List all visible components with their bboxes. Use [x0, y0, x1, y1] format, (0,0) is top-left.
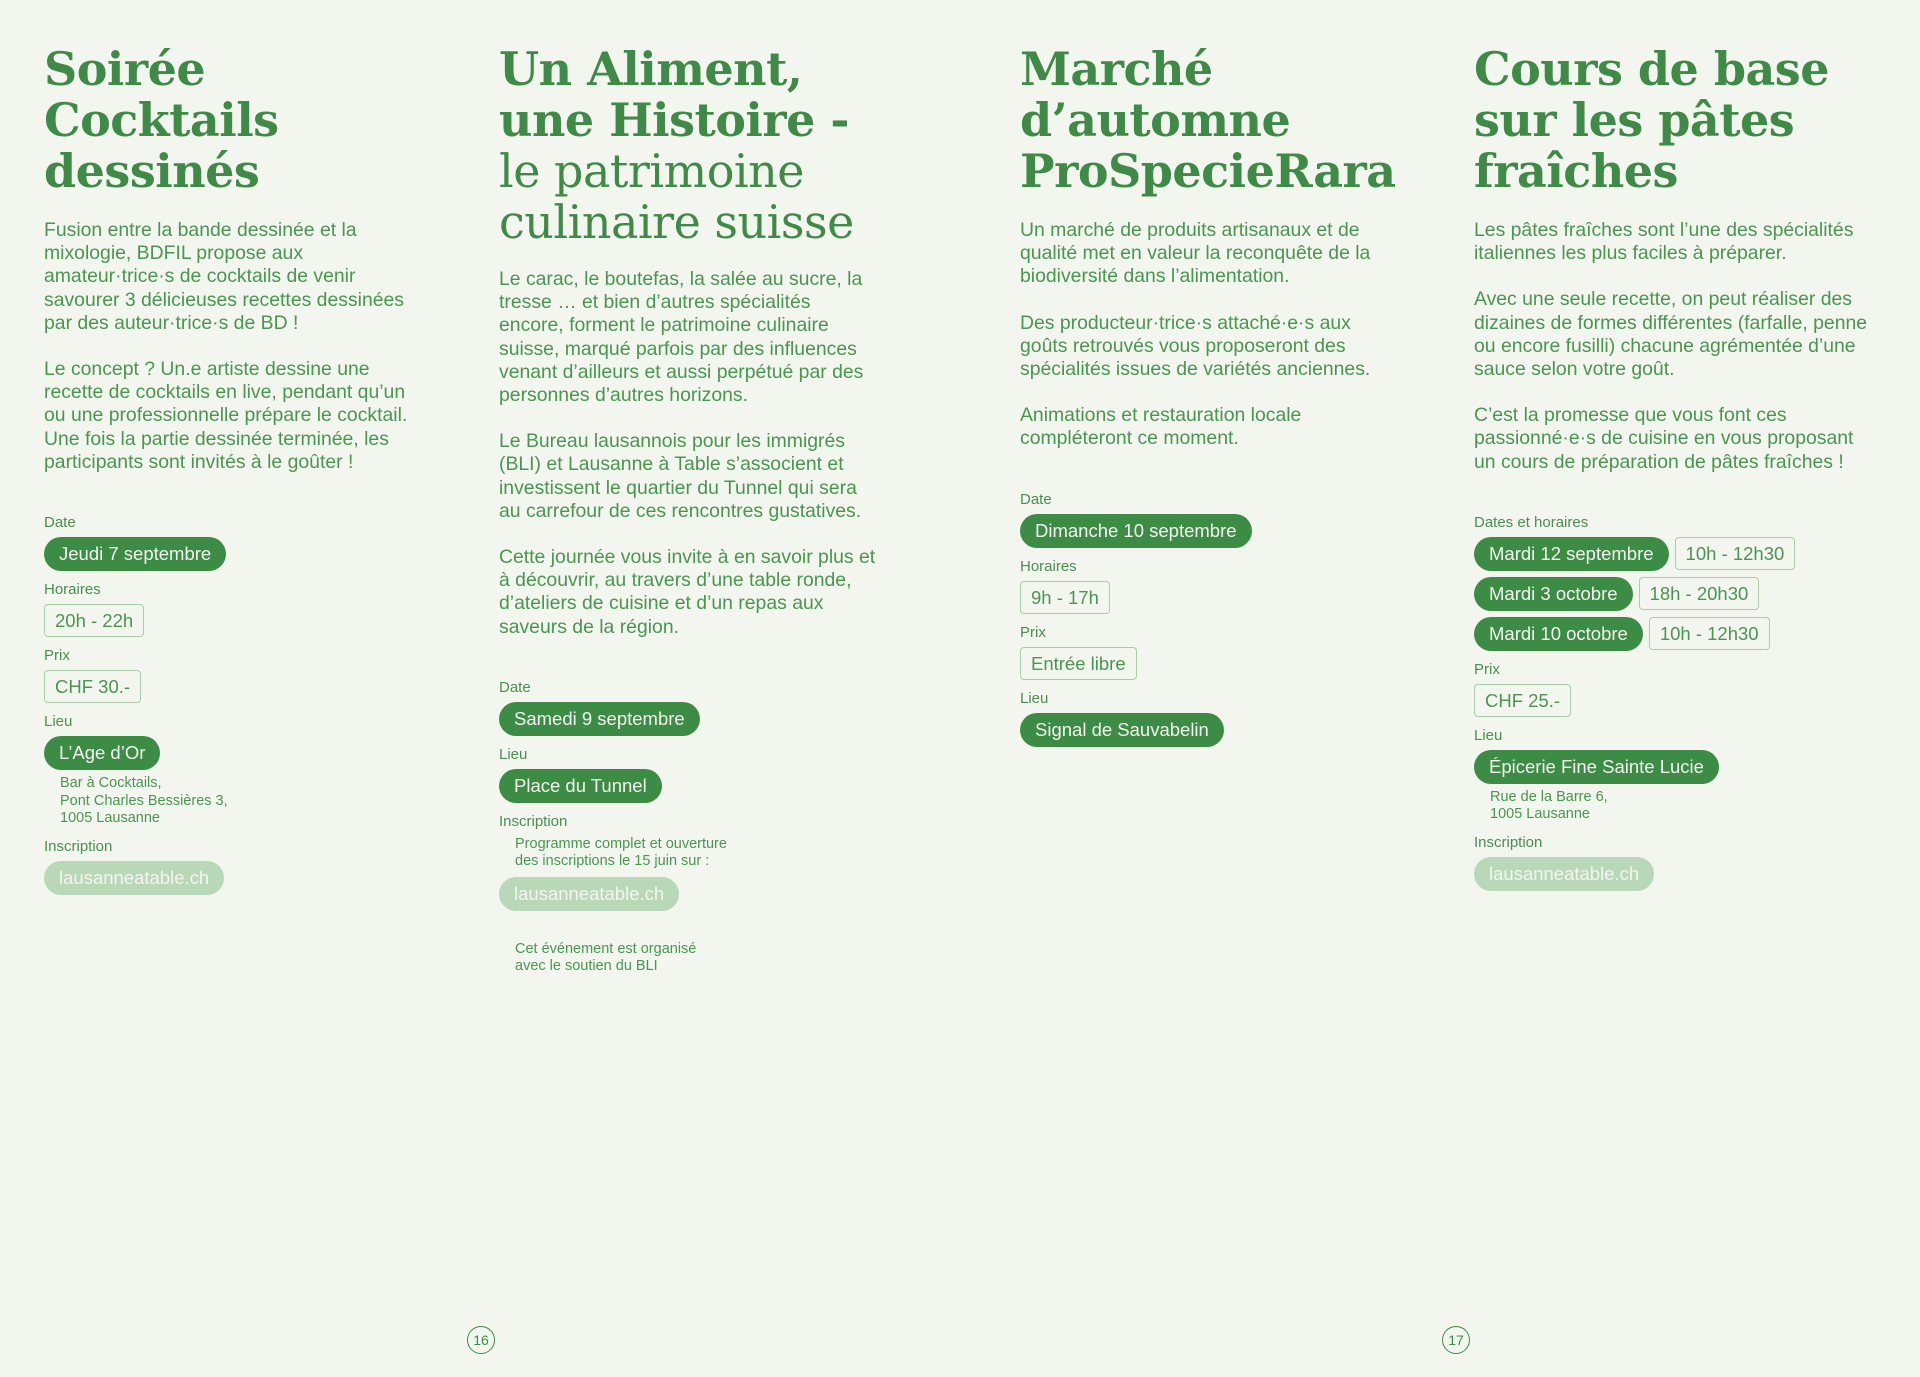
place-badge: Épicerie Fine Sainte Lucie	[1474, 750, 1719, 784]
price-label: Prix	[44, 647, 70, 665]
event-description: Des producteur·trice·s attaché·e·s aux goûts retrouvés vous proposeront des spécialités issues de variétés anciennes.	[1020, 311, 1371, 381]
event-soiree-cocktails	[44, 44, 424, 895]
session-row	[1474, 577, 1874, 611]
signup-note: Programme complet et ouverture des inscriptions le 15 juin sur :	[515, 835, 727, 870]
session-date-badge: Mardi 3 octobre	[1474, 577, 1633, 611]
place-label: Lieu	[1474, 726, 1503, 744]
page-number-left: 16	[467, 1326, 495, 1354]
date-label: Date	[44, 514, 76, 532]
place-badge: Signal de Sauvabelin	[1020, 713, 1224, 747]
event-description: C’est la promesse que vous font ces passionné·e·s de cuisine en vous proposant un cours de préparation de pâtes fraîches !	[1474, 404, 1854, 473]
date-badge: Dimanche 10 septembre	[1020, 514, 1252, 548]
session-date-badge: Mardi 12 septembre	[1474, 537, 1669, 571]
price-label: Prix	[1474, 660, 1500, 678]
event-description: Cette journée vous invite à en savoir plus et à découvrir, au travers d’une table ronde, d’ateliers de cuisine et d’un repas aux saveurs de la région.	[499, 546, 876, 638]
hours-label: Horaires	[44, 581, 101, 599]
session-time: 18h - 20h30	[1639, 577, 1760, 610]
signup-link[interactable]: lausanneatable.ch	[499, 877, 679, 911]
event-description: Le Bureau lausannois pour les immigrés (BLI) et Lausanne à Table s’associent et investissent le quartier du Tunnel qui sera au carrefour de ces rencontres gustatives.	[499, 430, 862, 522]
place-address: Rue de la Barre 6, 1005 Lausanne	[1490, 788, 1608, 823]
place-address: Bar à Cocktails, Pont Charles Bessières 3, 1005 Lausanne	[60, 775, 228, 827]
event-cours-pates	[1474, 44, 1874, 891]
session-row	[1474, 617, 1874, 651]
signup-label: Inscription	[44, 837, 113, 855]
date-badge: Samedi 9 septembre	[499, 702, 700, 736]
event-title: Marché d’automne ProSpecieRara	[1020, 42, 1396, 198]
price-value: CHF 25.-	[1474, 684, 1571, 717]
hours-value: 20h - 22h	[44, 604, 144, 637]
signup-link[interactable]: lausanneatable.ch	[44, 861, 224, 895]
event-aliment-histoire	[499, 44, 879, 982]
date-badge: Jeudi 7 septembre	[44, 537, 226, 571]
event-marche-automne	[1020, 44, 1400, 747]
signup-label: Inscription	[1474, 833, 1543, 851]
session-time: 10h - 12h30	[1649, 617, 1770, 650]
page-number-right: 17	[1442, 1326, 1470, 1354]
event-title: Cours de base sur les pâtes fraîches	[1474, 42, 1829, 198]
session-time: 10h - 12h30	[1675, 537, 1796, 570]
dates-label: Dates et horaires	[1474, 513, 1589, 531]
sponsor-note: Cet événement est organisé avec le soutien du BLI	[515, 940, 697, 975]
event-description: Fusion entre la bande dessinée et la mixologie, BDFIL propose aux amateur·trice·s de cocktails de venir savourer 3 délicieuses recettes dessinées par des auteur·trice·s de BD !	[44, 219, 404, 334]
signup-label: Inscription	[499, 812, 568, 830]
session-date-badge: Mardi 10 octobre	[1474, 617, 1643, 651]
price-value: CHF 30.-	[44, 670, 141, 703]
place-label: Lieu	[499, 745, 528, 763]
place-label: Lieu	[1020, 689, 1049, 707]
event-title: Soirée Cocktails dessinés	[44, 42, 279, 198]
hours-label: Horaires	[1020, 557, 1077, 575]
event-title: Un Aliment, une Histoire - le patrimoine culinaire suisse	[499, 42, 854, 249]
price-value: Entrée libre	[1020, 647, 1137, 680]
hours-value: 9h - 17h	[1020, 581, 1110, 614]
price-label: Prix	[1020, 623, 1046, 641]
signup-link[interactable]: lausanneatable.ch	[1474, 857, 1654, 891]
event-description: Animations et restauration locale compléteront ce moment.	[1020, 404, 1302, 450]
session-row	[1474, 537, 1874, 571]
place-label: Lieu	[44, 713, 73, 731]
place-badge: Place du Tunnel	[499, 769, 662, 803]
place-badge: L’Age d’Or	[44, 736, 160, 770]
event-description: Le carac, le boutefas, la salée au sucre, la tresse … et bien d’autres spécialités encore, forment le patrimoine culinaire suisse, marqué parfois par des influences venant d’ailleurs et aussi perpétué par des personnes d’autres horizons.	[499, 268, 864, 407]
event-description: Un marché de produits artisanaux et de qualité met en valeur la reconquête de la biodiversité dans l’alimentation.	[1020, 219, 1371, 288]
date-label: Date	[499, 678, 531, 696]
event-description: Les pâtes fraîches sont l’une des spécialités italiennes les plus faciles à préparer.	[1474, 219, 1854, 265]
event-description: Le concept ? Un.e artiste dessine une recette de cocktails en live, pendant qu’un ou une professionnelle prépare le cocktail. Une fois la partie dessinée terminée, les participants sont invités à le goûter !	[44, 358, 408, 473]
event-description: Avec une seule recette, on peut réaliser des dizaines de formes différentes (farfalle, penne ou encore fusilli) chacune agrémentée d’une sauce selon votre goût.	[1474, 288, 1868, 381]
date-label: Date	[1020, 490, 1052, 508]
